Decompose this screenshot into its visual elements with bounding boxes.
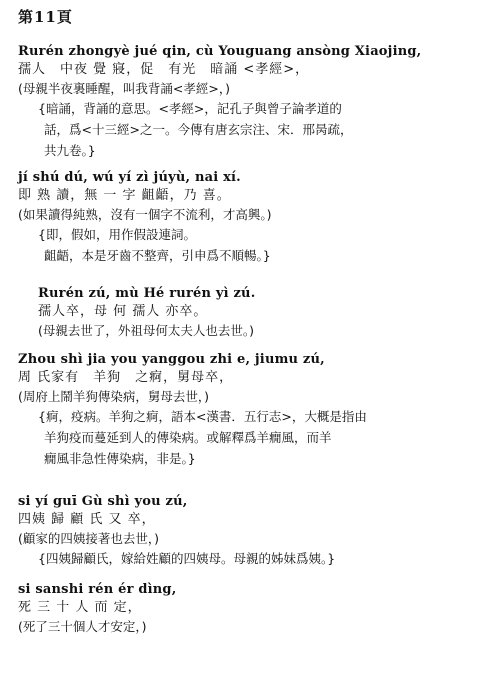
classical-text-line: 四姨 歸 顧 氏 又 卒，: [18, 512, 156, 527]
pinyin-line: si yí guī Gù shì you zú,: [18, 494, 188, 509]
translation-line: (周府上鬧羊狗傳染病，舅母去世，): [18, 389, 210, 404]
verse-entry-3: [18, 286, 500, 340]
verse-entry-5: [18, 494, 488, 569]
note-line: {即，假如，用作假設連詞。: [38, 227, 196, 242]
annotation-note: [18, 224, 488, 266]
pinyin-line: Rurén zhongyè jué qin, cù Youguang ansòng Xiaojing,: [18, 44, 422, 59]
pinyin-line: Zhou shì jia you yanggou zhi e, jiumu zú,: [18, 352, 325, 367]
classical-text-line: 孺人卒，母 何 孺人 亦卒。: [38, 304, 208, 319]
note-line: {暗誦，背誦的意思。<孝經>，記孔子與曾子論孝道的: [38, 101, 342, 116]
classical-text-line: 周 氏家有 羊狗 之痾，舅母卒，: [18, 370, 234, 385]
translation-line: (母親去世了，外祖母何太夫人也去世。): [38, 323, 255, 338]
verse-entry-2: [18, 170, 488, 266]
classical-text-line: 即 熟 讀，無 一 字 齟齬，乃 喜。: [18, 188, 231, 203]
note-line: 羊狗疫而蔓延到人的傳染病。或解釋爲羊癇風，而羊: [44, 430, 332, 445]
note-line: 齟齬，本是牙齒不整齊，引申爲不順暢。}: [44, 248, 271, 263]
page-number-header: 第11頁: [18, 8, 73, 26]
translation-line: (顧家的四姨接著也去世，): [18, 531, 160, 546]
annotation-note: [18, 548, 488, 569]
note-line: 話，爲<十三經>之一。今傳有唐玄宗注、宋．邢昺疏，: [44, 122, 353, 137]
verse-entry-4: [18, 352, 488, 469]
note-line: {痾，疫病。羊狗之痾，語本<漢書．五行志>，大概是指由: [38, 409, 367, 424]
pinyin-line: jí shú dú, wú yí zì júyù, nai xí.: [18, 170, 241, 185]
verse-entry-1: [18, 44, 488, 161]
pinyin-line: si sanshi rén ér dìng,: [18, 582, 177, 597]
pinyin-line: Rurén zú, mù Hé rurén yì zú.: [38, 286, 256, 301]
annotation-note: [18, 98, 488, 161]
classical-text-line: 孺人 中夜 覺 寢，促 有光 暗誦 <孝經>，: [18, 62, 310, 77]
translation-line: (母親半夜裏睡醒，叫我背誦<孝經>，): [18, 81, 230, 96]
annotation-note: [18, 406, 488, 469]
note-line: {四姨歸顧氏，嫁給姓顧的四姨母。母親的姊妹爲姨。}: [38, 551, 336, 566]
verse-entry-6: [18, 582, 488, 636]
note-line: 癇風非急性傳染病，非是。}: [44, 451, 196, 466]
translation-line: (如果讀得純熟，沒有一個字不流利，才高興。): [18, 207, 272, 222]
translation-line: (死了三十個人才安定，): [18, 619, 147, 634]
classical-text-line: 死 三 十 人 而 定，: [18, 600, 142, 615]
note-line: 共九卷。}: [44, 143, 96, 158]
